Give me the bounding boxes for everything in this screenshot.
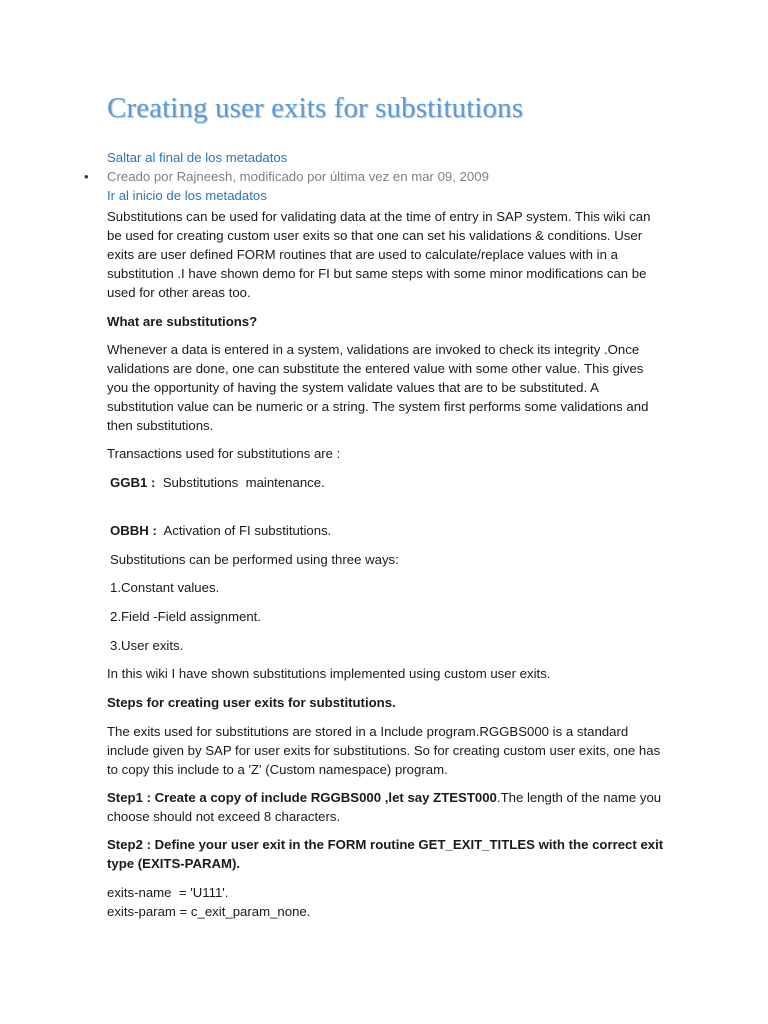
ggb1-desc: Substitutions maintenance. bbox=[155, 475, 325, 490]
obbh-desc: Activation of FI substitutions. bbox=[156, 523, 332, 538]
created-by-text: Creado por Rajneesh, modificado por última vez en mar 09, 2009 bbox=[107, 169, 489, 184]
step2-paragraph: Step2 : Define your user exit in the FORM routine GET_EXIT_TITLES with the correct exit type (EXITS-PARAM). bbox=[107, 837, 664, 871]
go-to-start-link[interactable]: Ir al inicio de los metadatos bbox=[107, 188, 267, 203]
page-title: Creating user exits for substitutions bbox=[107, 92, 524, 124]
ggb1-line bbox=[110, 473, 670, 492]
wiki-note: In this wiki I have shown substitutions implemented using custom user exits. bbox=[107, 666, 551, 681]
intro-paragraph: Substitutions can be used for validating data at the time of entry in SAP system. This wiki can be used for creating custom user exits so that one can set his validations & conditions. User exits are user defined FORM routines that are used to calculate/replace values with in a substitution .I have shown demo for FI but same steps with some minor modifications can be used for other areas too. bbox=[107, 209, 651, 300]
obbh-line bbox=[110, 521, 670, 540]
metadata-line bbox=[84, 169, 489, 184]
code-line: exits-param = c_exit_param_none. bbox=[107, 904, 311, 919]
steps-heading: Steps for creating user exits for substitutions. bbox=[107, 695, 396, 710]
skip-to-end-link[interactable]: Saltar al final de los metadatos bbox=[107, 150, 288, 165]
what-heading: What are substitutions? bbox=[107, 314, 258, 329]
code-line: exits-name = 'U111'. bbox=[107, 885, 229, 900]
transactions-intro: Transactions used for substitutions are : bbox=[107, 446, 341, 461]
obbh-code: OBBH : bbox=[110, 523, 157, 538]
step1-bold: Step1 : Create a copy of include RGGBS000 ,let say ZTEST000 bbox=[107, 790, 497, 805]
way-item: 2.Field -Field assignment. bbox=[110, 609, 261, 624]
exits-paragraph: The exits used for substitutions are stored in a Include program.RGGBS000 is a standard include given by SAP for user exits for substitutions. So for creating custom user exits, one has to copy this include to a 'Z' (Custom namespace) program. bbox=[107, 724, 661, 777]
way-item: 1.Constant values. bbox=[110, 580, 220, 595]
ggb1-code: GGB1 : bbox=[110, 475, 156, 490]
three-ways-text: Substitutions can be performed using three ways: bbox=[110, 552, 399, 567]
way-item: 3.User exits. bbox=[110, 638, 184, 653]
what-paragraph: Whenever a data is entered in a system, validations are invoked to check its integrity .Once validations are done, one can substitute the entered value with some other value. This gives you the opportunity of having the system validate values that are to be substituted. A substitution value can be numeric or a string. The system first performs some validations and then substitutions. bbox=[107, 342, 649, 433]
step1-rest: .The length of the name you choose should not exceed 8 characters. bbox=[107, 790, 662, 824]
step1-paragraph bbox=[107, 788, 667, 826]
bullet-icon: • bbox=[84, 169, 89, 184]
